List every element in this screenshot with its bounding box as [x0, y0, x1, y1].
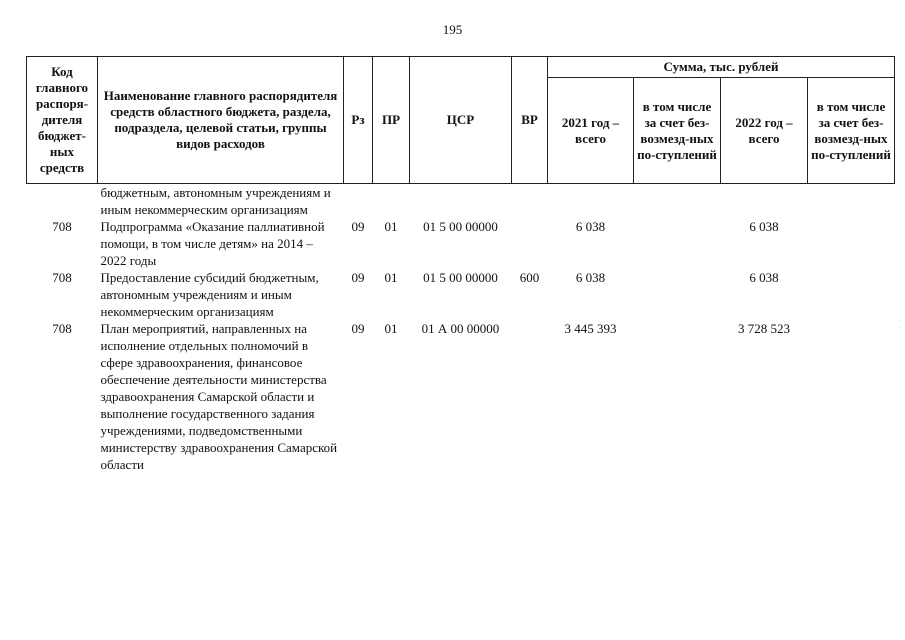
cell-2021-free — [634, 218, 721, 269]
header-sum: Сумма, тыс. рублей — [548, 57, 895, 78]
cell-2022-total: 3 728 523 — [738, 321, 790, 336]
cell-code: 708 — [52, 321, 72, 336]
cell-code: 708 — [52, 270, 72, 285]
header-2021-free: в том числе за счет без-возмезд-ных по-ступлений — [634, 78, 721, 184]
table-row — [27, 184, 895, 219]
header-code: Код главного распоря-дителя бюджет-ных средств — [27, 57, 98, 184]
cell-name: План мероприятий, направленных на исполнение отдельных полномочий в сфере здравоохранения, финансовое обеспечение деятельности министерства здравоохранения Самарской области и выполнение государственного задания учреждениями, подведомственными министерству здравоохранения Самарской области — [100, 321, 338, 472]
cell-vr — [512, 184, 548, 219]
header-csr: ЦСР — [410, 57, 512, 184]
cell-pr: 01 — [384, 219, 398, 234]
table-row — [27, 218, 895, 269]
cell-2021-total: 6 038 — [575, 270, 606, 285]
cell-pr — [373, 184, 410, 219]
cell-vr: 600 — [519, 270, 540, 285]
cell-2021-free — [634, 320, 721, 473]
cell-rz: 09 — [351, 219, 365, 234]
cell-name: бюджетным, автономным учреждениям и иным некоммерческим организациям — [100, 185, 331, 217]
header-rz: Рз — [344, 57, 373, 184]
cell-csr: 01 А 00 00000 — [421, 321, 500, 336]
cell-2022-total: 6 038 — [749, 219, 779, 234]
table-row — [27, 269, 895, 320]
cell-name: Подпрограмма «Оказание паллиативной помощи, в том числе детям» на 2014 – 2022 годы — [100, 219, 325, 268]
table-header — [27, 57, 895, 184]
cell-rz: 09 — [351, 321, 365, 336]
table-row — [27, 320, 895, 473]
cell-2021-free — [634, 184, 721, 219]
cell-2022-free — [808, 320, 895, 473]
cell-2022-free — [808, 184, 895, 219]
cell-csr: 01 5 00 00000 — [423, 270, 498, 285]
cell-2022-free — [808, 269, 895, 320]
cell-2021-total — [548, 184, 634, 219]
cell-csr: 01 5 00 00000 — [423, 219, 498, 234]
cell-vr — [512, 320, 548, 473]
cell-rz: 09 — [351, 270, 365, 285]
header-vr: ВР — [512, 57, 548, 184]
header-pr: ПР — [373, 57, 410, 184]
header-2022-total: 2022 год – всего — [721, 78, 808, 184]
cell-2022-total: 6 038 — [749, 270, 779, 285]
page-number: 195 — [442, 22, 463, 37]
budget-table — [26, 56, 895, 473]
cell-2021-total: 6 038 — [575, 219, 606, 234]
cell-csr — [410, 184, 512, 219]
cell-code: 708 — [52, 219, 72, 234]
header-2022-free: в том числе за счет без-возмезд-ных по-ступлений — [808, 78, 895, 184]
header-name: Наименование главного распорядителя средств областного бюджета, раздела, подраздела, целевой статьи, группы видов расходов — [98, 57, 344, 184]
cell-rz — [344, 184, 373, 219]
cell-name: Предоставление субсидий бюджетным, автономным учреждениям и иным некоммерческим организациям — [100, 270, 319, 319]
cell-2021-total: 3 445 393 — [564, 321, 617, 336]
cell-2021-free — [634, 269, 721, 320]
cell-code — [27, 184, 98, 219]
cell-vr — [512, 218, 548, 269]
table-body — [27, 184, 895, 474]
cell-2022-free — [808, 218, 895, 269]
header-2021-total: 2021 год – всего — [548, 78, 634, 184]
cell-pr: 01 — [384, 270, 398, 285]
cell-pr: 01 — [384, 321, 398, 336]
cell-2022-total — [721, 184, 808, 219]
scan-speck: · · — [899, 317, 902, 333]
